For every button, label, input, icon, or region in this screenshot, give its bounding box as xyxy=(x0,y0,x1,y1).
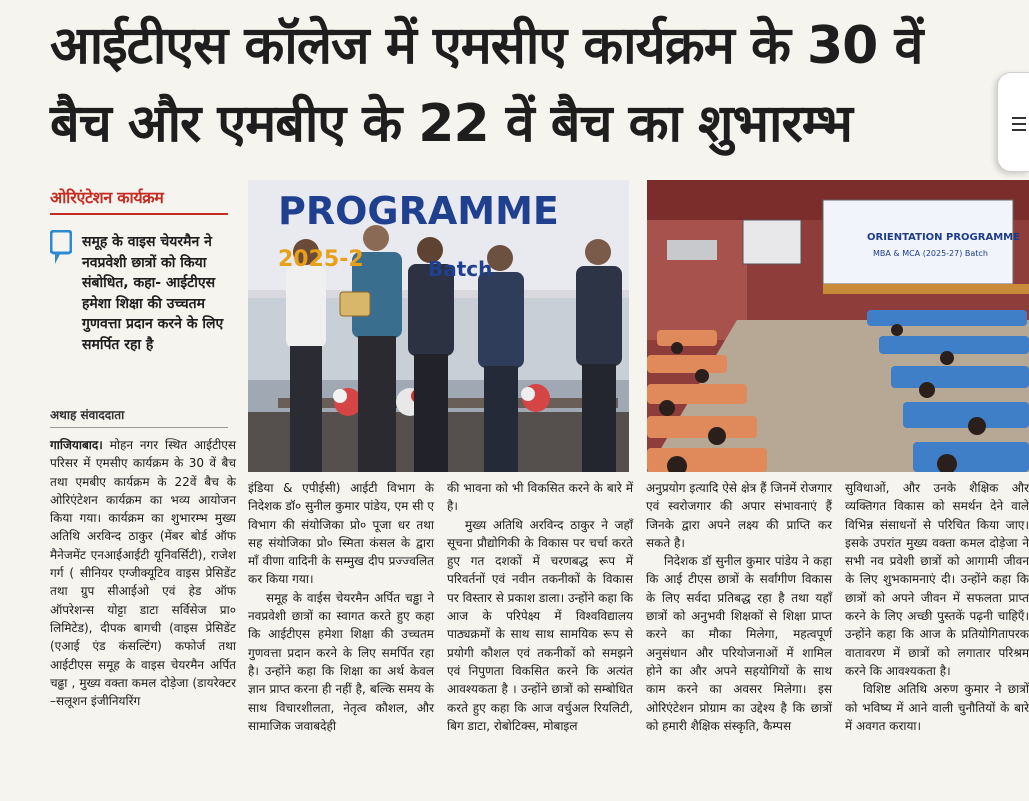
column-4-paragraph-1: अनुप्रयोग इत्यादि ऐसे क्षेत्र हैं जिनमें रोजगार एवं स्वरोजगार की अपार संभावनाएं हैं जिनके द्वारा अपने लक्ष्य की प्राप्ति कर सकते है। xyxy=(646,481,832,550)
banner-left-sub: 2025-2 xyxy=(278,247,364,272)
banner-left-sub2: Batch xyxy=(428,257,493,281)
column-3-paragraph-1: की भावना को भी विकसित करने के बारे में है। xyxy=(447,481,633,514)
headline-line-1: आईटीएस कॉलेज में एमसीए कार्यक्रम के 30 वें xyxy=(50,16,923,76)
column-2-paragraph-1: इंडिया & एपीईसी) आईटी विभाग के निदेशक डॉ० सुनील कुमार पांडेय, एम सी ए विभाग की संयोजिका प्रो० पूजा धर तथा सह संयोजिका प्रो० स्मिता कंसल के द्वारा माँ वीणा वादिनी के सम्मुख दीप प्रज्ज्वलित कर किया गया। xyxy=(248,481,434,587)
photo-auditorium-graphic xyxy=(647,180,1029,472)
menu-icon xyxy=(1012,117,1026,135)
headline-line-2: बैच और एमबीए के 22 वें बैच का शुभारम्भ xyxy=(50,94,852,154)
column-2-paragraph-2: समूह के वाईस चेयरमैन अर्पित चड्ढा ने नवप्रवेशी छात्रों का स्वागत करते हुए कहा कि आईटीएस हमेशा शिक्षा की उच्चतम गुणवत्ता प्रदान करने के लिए समर्पित रहा है। उन्होंने कहा कि शिक्षा का अर्थ केवल ज्ञान प्राप्त करना ही नहीं है, बल्कि समय के साथ विचारशीलता, नेतृत्व कौशल, और सामाजिक जवाबदेही xyxy=(248,590,434,733)
column-3-paragraph-2: मुख्य अतिथि अरविन्द ठाकुर ने जहाँ सूचना प्रौद्योगिकी के विकास पर चर्चा करते हुए गत दशकों में चरणबद्ध रूप में परिवर्तनों एवं नवीन तकनीकों के विकास पर विस्तार से प्रकाश डाला। उन्होंने कहा कि आज के परिपेक्ष्य में विश्वविद्यालय पाठ्यक्रमों के साथ साथ सामयिक रूप से प्रयोगी कौशल एवं तकनीकों को समझने एवं निपुणता विकसित करने कि अत्यंत आवश्यकता है । उन्होंने छात्रों को सम्बोधित करते हुए कहा कि आज वर्चुअल रियलिटी, बिग डाटा, रोबोटिक्स, मोबाइल xyxy=(447,517,633,733)
dateline: गाजियाबाद। xyxy=(50,438,103,452)
article-summary: समूह के वाइस चेयरमैन ने नवप्रवेशी छात्रों को किया संबोधित, कहा- आईटीएस हमेशा शिक्षा की उच्चतम गुणवत्ता प्रदान करने के लिए समर्पित रहा है xyxy=(82,234,224,353)
column-4-paragraph-2: निदेशक डॉ सुनील कुमार पांडेय ने कहा कि आई टीएस छात्रों के सर्वांगीण विकास के लिए सर्वदा प्रतिबद्ध रहा है तथा यहाँ छात्रों को अनुभवी शिक्षकों से शिक्षा प्राप्त करने का मौका मिलेगा, महत्वपूर्ण अनुसंधान और परियोजनाओं में शामिल होने का और अपने सहयोगियों के साथ काम करने का अवसर मिलेगा। इस ओरिएंटेशन प्रोग्राम का उद्देश्य है कि छात्रों को हमारी शैक्षिक संस्कृति, कैम्पस xyxy=(646,554,832,733)
photo-stage-felicitation xyxy=(248,180,629,472)
article-column-5 xyxy=(845,479,1029,735)
column-5-paragraph-1: सुविधाओं, और उनके शैक्षिक और व्यक्तिगत विकास को समर्थन देने वाले विभिन्न संसाधनों से परिचित किया जाए।इसके उपरांत मुख्य वक्ता कमल दोड़ेजा ने सभी नव प्रवेशी छात्रों को आगामी जीवन के लिए शुभकामनाएं दी। उन्होंने कहा कि छात्रों को अपने जीवन में सफलता प्राप्त करने के लिए अच्छी पुस्तकें पढ़नी चाहिएँ। उन्होंने कहा कि आज के प्रतियोगितापरक वातावरण में छात्रों को लगातार परिश्रम करने कि आवश्यकता है। xyxy=(845,481,1029,678)
article-column-2 xyxy=(248,479,434,735)
article-column-4 xyxy=(646,479,832,735)
column-1-text: मोहन नगर स्थित आईटीएस परिसर में एमसीए कार्यक्रम के 30 वें बैच तथा एमबीए कार्यक्रम के 22वें बैच के ओरिएंटेशन कार्यक्रम का भव्य आयोजन किया गया। कार्यक्रम का शुभारम्भ मुख्य अतिथि अरविन्द ठाकुर (मेंबर बोर्ड ऑफ मैनेजमेंट एनआईआईटी यूनिवर्सिटी), राजेश गर्ग ( सीनियर एग्जीक्यूटिव वाइस प्रेसिडेंट तथा ग्रुप सीआईओ एवं हेड ऑफ ऑपरेशन्स योट्टा डाटा सर्विसेज प्रा० लिमिटेड), दीपक बागची (वाइस प्रेसिडेंट (एआई एंड कंसल्टिंग) कफोर्ज तथा आईटीएस समूह के वाइस चेयरमैन अर्पित चढ्ढा , मुख्य वक्ता कमल दोड़ेजा (डायरेक्टर –सलूशन इंजीनियरिंग xyxy=(50,438,236,709)
section-kicker: ओरिएंटेशन कार्यक्रम xyxy=(50,188,164,207)
byline-divider xyxy=(50,427,228,428)
byline: अथाह संवाददाता xyxy=(50,408,125,422)
photo-stage-felicitation-graphic xyxy=(248,180,629,472)
banner-left-text: PROGRAMME xyxy=(278,189,559,233)
side-menu-tab[interactable] xyxy=(997,72,1029,172)
banner-right-sub: MBA & MCA (2025-27) Batch xyxy=(873,249,988,258)
photo-auditorium xyxy=(647,180,1029,472)
column-5-paragraph-2: विशिष्ट अतिथि अरुण कुमार ने छात्रों को भविष्य में आने वाली चुनौतियों के बारे में अवगत कराया। xyxy=(845,682,1029,733)
kicker-divider xyxy=(50,213,228,215)
article-column-1 xyxy=(50,436,236,710)
article-column-3 xyxy=(447,479,633,735)
banner-right-title: ORIENTATION PROGRAMME xyxy=(867,232,1020,243)
quote-icon xyxy=(50,230,72,266)
